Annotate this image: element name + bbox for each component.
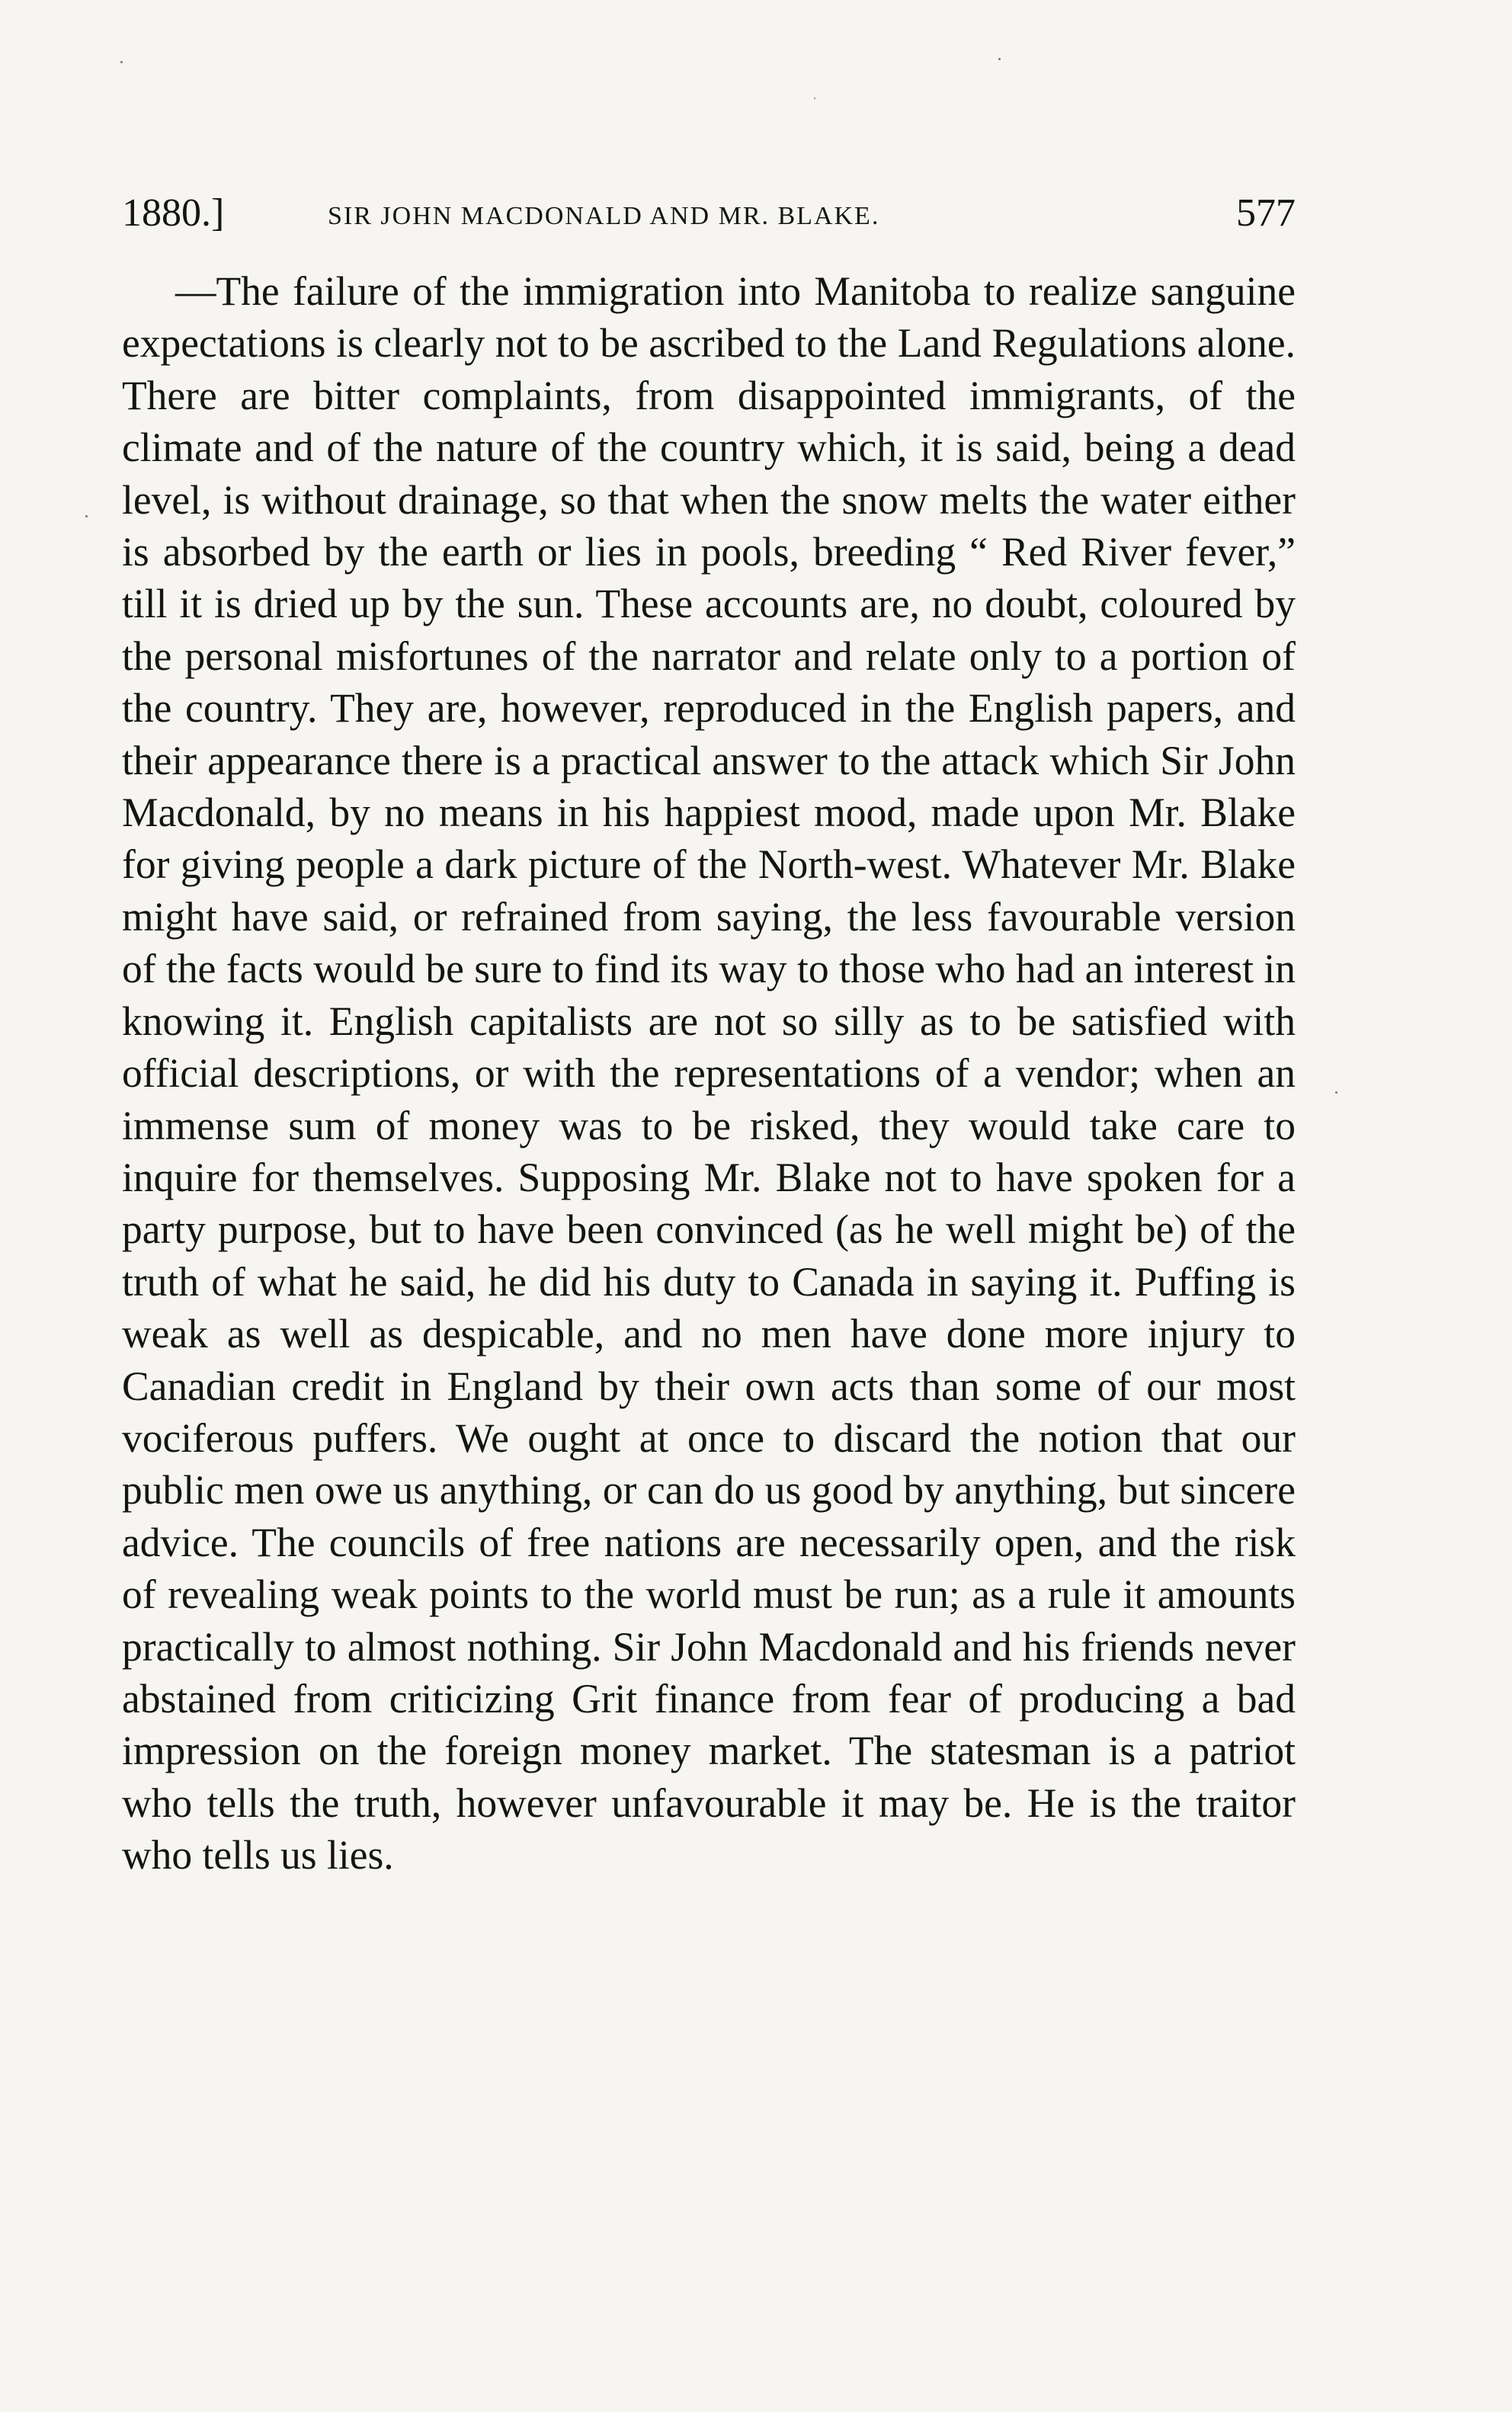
page-number: 577 <box>1236 191 1296 235</box>
scan-speck <box>1335 1091 1337 1094</box>
scan-speck <box>120 61 123 63</box>
scan-speck <box>998 58 1001 60</box>
body-text <box>122 265 1296 1882</box>
header-year: 1880.] <box>122 191 225 235</box>
scan-speck <box>85 515 88 517</box>
scan-speck <box>814 98 815 99</box>
paragraph: —The failure of the immigration into Manitoba to realize sanguine expectations is clearly not to be ascribed to the Land Regulations alone. There are bitter complaints, from disappointed immigrants, of the climate and of the nature of the country which, it is said, being a dead level, is without drainage, so that when the snow melts the water either is absorbed by the earth or lies in pools, breeding “ Red River fever,” till it is dried up by the sun. These accounts are, no doubt, coloured by the personal misfortunes of the narrator and relate only to a portion of the country. They are, however, reproduced in the English papers, and their appearance there is a practical answer to the attack which Sir John Macdonald, by no means in his happiest mood, made upon Mr. Blake for giving people a dark picture of the North-west. Whatever Mr. Blake might have said, or refrained from saying, the less favourable version of the facts would be sure to find its way to those who had an interest in knowing it. English capitalists are not so silly as to be satisfied with official descriptions, or with the representations of a vendor; when an immense sum of money was to be risked, they would take care to inquire for themselves. Supposing Mr. Blake not to have spoken for a party purpose, but to have been convinced (as he well might be) of the truth of what he said, he did his duty to Canada in saying it. Puffing is weak as well as despicable, and no men have done more injury to Canadian credit in England by their own acts than some of our most vociferous puffers. We ought at once to discard the notion that our public men owe us anything, or can do us good by anything, but sincere advice. The councils of free nations are necessarily open, and the risk of revealing weak points to the world must be run; as a rule it amounts practically to almost nothing. Sir John Macdonald and his friends never abstained from criticizing Grit finance from fear of producing a bad impression on the foreign money market. The statesman is a patriot who tells the truth, however unfavourable it may be. He is the traitor who tells us lies. <box>122 268 1296 1879</box>
header-title: SIR JOHN MACDONALD AND MR. BLAKE. <box>328 202 880 230</box>
running-header <box>122 183 1296 244</box>
